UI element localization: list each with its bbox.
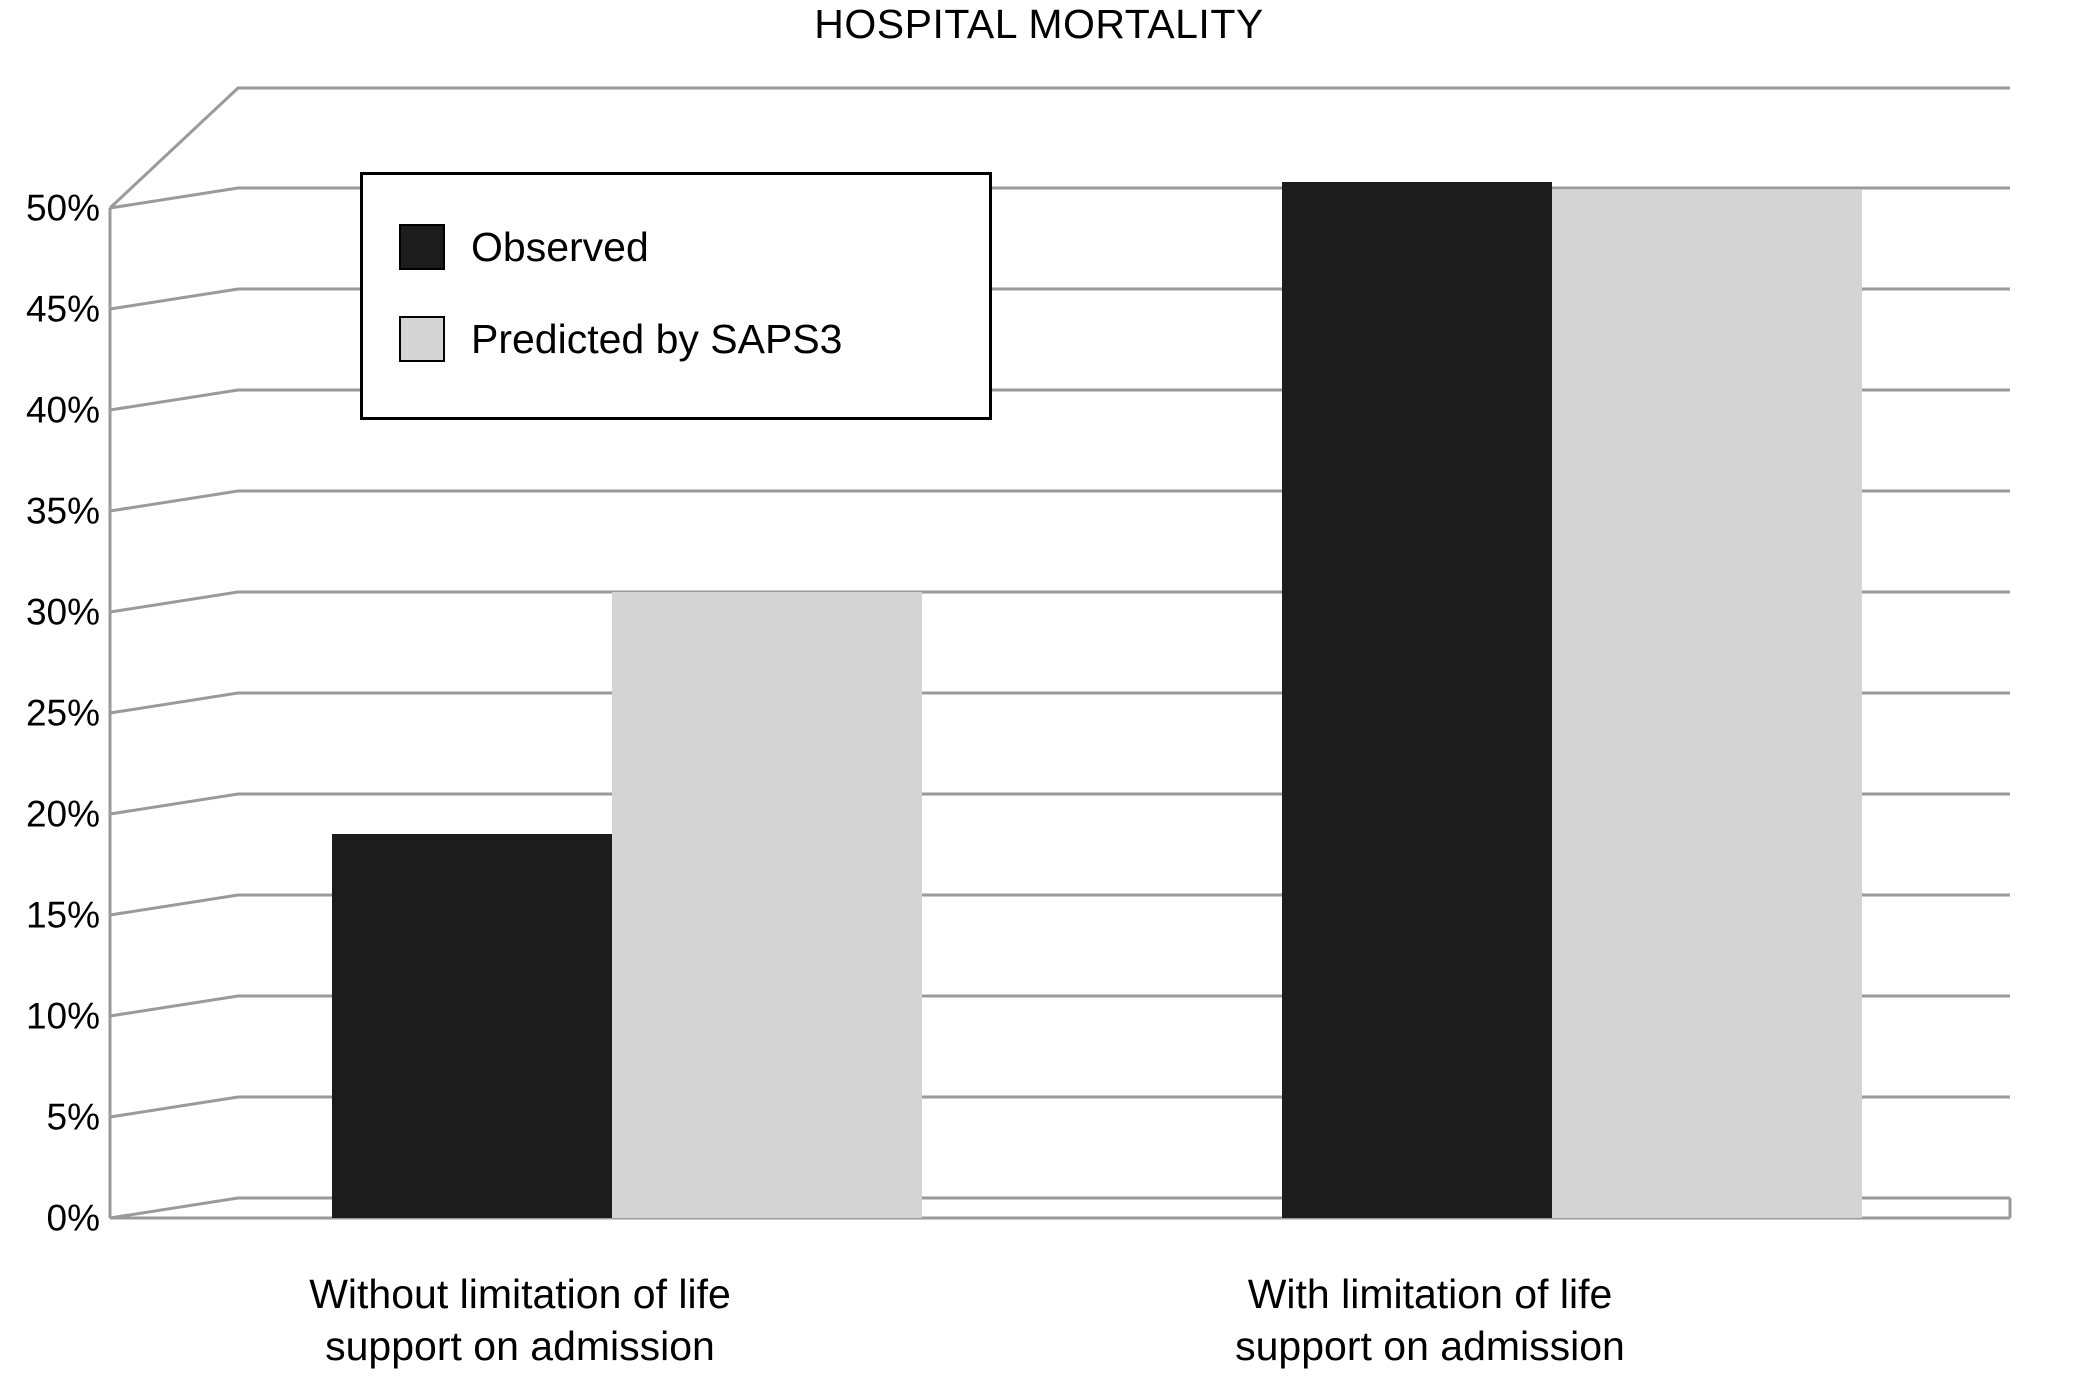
y-tick-label: 5%	[46, 1096, 100, 1138]
legend	[360, 172, 992, 420]
y-tick-label: 15%	[25, 894, 100, 936]
y-tick-label: 25%	[25, 692, 100, 734]
y-tick-label: 30%	[25, 591, 100, 633]
y-tick-label: 45%	[25, 288, 100, 330]
x-category-label-line2: support on admission	[325, 1323, 715, 1369]
bar-predicted-without-limitation	[612, 592, 922, 1218]
x-category-label-with-limitation	[1060, 1268, 1800, 1372]
legend-item-label: Observed	[471, 224, 649, 270]
x-category-label-line1: With limitation of life	[1247, 1271, 1613, 1317]
y-tick-label: 40%	[25, 389, 100, 431]
bar-predicted-with-limitation	[1552, 190, 1862, 1218]
legend-item-predicted	[399, 293, 989, 385]
y-tick-label: 20%	[25, 793, 100, 835]
x-category-label-line2: support on admission	[1235, 1323, 1625, 1369]
bar-observed-without-limitation	[332, 834, 612, 1218]
y-tick-label: 50%	[25, 187, 100, 229]
x-category-label-without-limitation	[150, 1268, 890, 1372]
y-tick-label: 10%	[25, 995, 100, 1037]
bar-observed-with-limitation	[1282, 182, 1552, 1218]
legend-swatch-icon	[399, 224, 445, 270]
y-tick-label: 0%	[46, 1197, 100, 1239]
legend-item-label: Predicted by SAPS3	[471, 316, 843, 362]
legend-swatch-icon	[399, 316, 445, 362]
y-tick-label: 35%	[25, 490, 100, 532]
x-category-label-line1: Without limitation of life	[309, 1271, 731, 1317]
chart-title: HOSPITAL MORTALITY	[814, 1, 1264, 47]
legend-item-observed	[399, 201, 989, 293]
